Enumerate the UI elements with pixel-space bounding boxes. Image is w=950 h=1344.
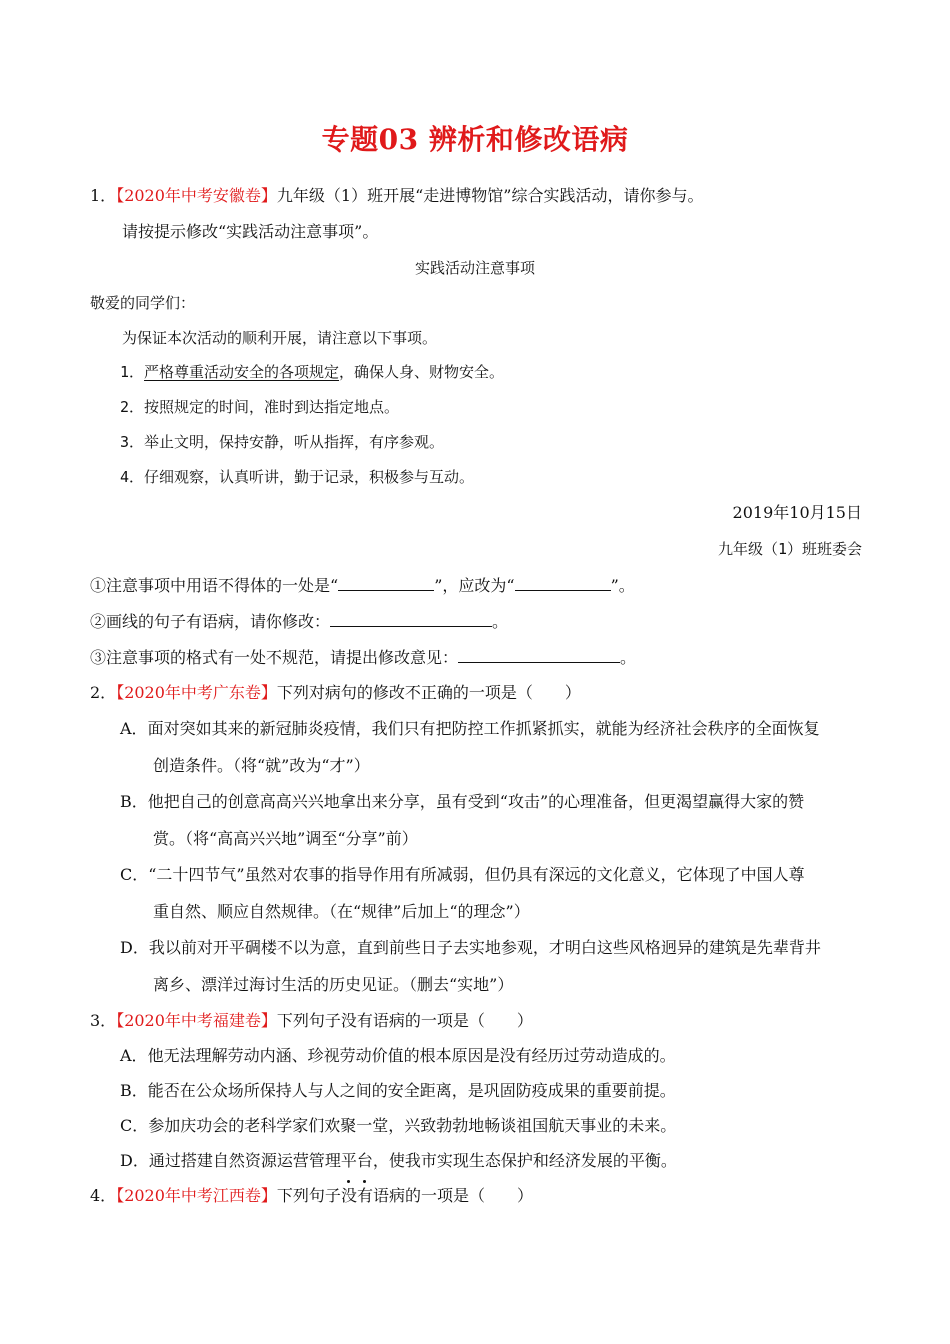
option-d[interactable] bbox=[120, 1150, 677, 1172]
notice-item-2: 2．按照规定的时间，准时到达指定地点。 bbox=[120, 398, 400, 416]
option-b-continuation: 赏。（将“高高兴兴地”调至“分享”前） bbox=[153, 829, 418, 848]
notice-item-1 bbox=[120, 361, 504, 383]
option-a[interactable] bbox=[120, 1045, 676, 1067]
notice-greeting: 敬爱的同学们： bbox=[90, 294, 196, 312]
question-1-stem bbox=[90, 185, 703, 207]
emphasis-dot-char: 没 bbox=[340, 1186, 357, 1205]
option-c-continuation: 重自然、顺应自然规律。（在“规律”后加上“的理念”） bbox=[153, 902, 530, 921]
option-c[interactable] bbox=[120, 864, 805, 886]
question-3-stem bbox=[90, 1010, 533, 1032]
option-label: A． bbox=[120, 1046, 148, 1065]
option-text: 他把自己的创意高高兴兴地拿出来分享，虽有受到“攻击”的心理准备，但更渴望赢得大家的赞 bbox=[147, 792, 805, 811]
notice-heading: 实践活动注意事项 bbox=[414, 259, 535, 277]
answer-blank[interactable] bbox=[330, 610, 492, 627]
question-4-stem bbox=[90, 1185, 533, 1207]
task-text: ”。 bbox=[610, 576, 635, 595]
task-text: 。 bbox=[620, 648, 637, 667]
notice-date: 2019年10月15日 bbox=[732, 503, 862, 522]
option-text: 参加庆功会的老科学家们欢聚一堂，兴致勃勃地畅谈祖国航天事业的未来。 bbox=[148, 1116, 677, 1135]
option-label: C． bbox=[120, 865, 149, 884]
question-1-subprompt: 请按提示修改“实践活动注意事项”。 bbox=[122, 222, 379, 241]
notice-item-4: 4．仔细观察，认真听讲，勤于记录，积极参与互动。 bbox=[120, 468, 475, 486]
option-text: 能否在公众场所保持人与人之间的安全距离，是巩固防疫成果的重要前提。 bbox=[147, 1081, 676, 1100]
question-source: 【2020年中考安徽卷】 bbox=[116, 186, 277, 205]
option-label: B． bbox=[120, 1081, 148, 1100]
question-source: 【2020年中考广东卷】 bbox=[116, 683, 277, 702]
option-b[interactable] bbox=[120, 791, 804, 813]
answer-blank[interactable] bbox=[515, 574, 611, 591]
task-text: ②画线的句子有语病，请你修改： bbox=[90, 612, 331, 631]
option-text: “二十四节气”虽然对农事的指导作用有所减弱，但仍具有深远的文化意义，它体现了中国人尊 bbox=[148, 865, 805, 884]
question-1-task-1 bbox=[90, 574, 635, 597]
question-number: 3． bbox=[90, 1011, 117, 1030]
option-label: D． bbox=[120, 938, 149, 957]
option-b[interactable] bbox=[120, 1080, 676, 1102]
notice-item-number: 1． bbox=[120, 363, 145, 381]
notice-item-3: 3．举止文明，保持安静，听从指挥，有序参观。 bbox=[120, 433, 445, 451]
option-c[interactable] bbox=[120, 1115, 676, 1137]
answer-blank[interactable] bbox=[338, 574, 434, 591]
task-text: ①注意事项中用语不得体的一处是“ bbox=[90, 576, 339, 595]
option-text: 他无法理解劳动内涵、珍视劳动价值的根本原因是没有经历过劳动造成的。 bbox=[147, 1046, 676, 1065]
task-text: ③注意事项的格式有一处不规范，请提出修改意见： bbox=[90, 648, 459, 667]
option-a[interactable] bbox=[120, 718, 820, 740]
question-text: 下列句子 bbox=[276, 1186, 341, 1205]
question-source: 【2020年中考江西卷】 bbox=[116, 1186, 277, 1205]
option-text: 通过搭建自然资源运营管理平台，使我市实现生态保护和经济发展的平衡。 bbox=[148, 1151, 677, 1170]
question-text: 下列对病句的修改不正确的一项是（ ） bbox=[276, 683, 581, 702]
option-label: A． bbox=[120, 719, 148, 738]
task-text: ”，应改为“ bbox=[434, 576, 515, 595]
underlined-sentence: 严格尊重活动安全的各项规定 bbox=[144, 363, 340, 381]
question-number: 1． bbox=[90, 186, 117, 205]
task-text: 。 bbox=[492, 612, 509, 631]
question-number: 2． bbox=[90, 683, 117, 702]
option-label: B． bbox=[120, 792, 148, 811]
answer-blank[interactable] bbox=[458, 646, 620, 663]
option-label: C． bbox=[120, 1116, 149, 1135]
option-a-continuation: 创造条件。（将“就”改为“才”） bbox=[153, 756, 370, 775]
notice-intro: 为保证本次活动的顺利开展，请注意以下事项。 bbox=[122, 329, 438, 347]
page-title: 专题03 辨析和修改语病 bbox=[321, 123, 629, 156]
option-label: D． bbox=[120, 1151, 149, 1170]
notice-item-text: ，确保人身、财物安全。 bbox=[339, 363, 505, 381]
emphasis-dot-char: 有 bbox=[356, 1186, 373, 1205]
question-source: 【2020年中考福建卷】 bbox=[116, 1011, 277, 1030]
question-text: 下列句子没有语病的一项是（ ） bbox=[276, 1011, 533, 1030]
question-2-stem bbox=[90, 682, 581, 704]
question-1-task-2 bbox=[90, 610, 508, 633]
question-1-task-3 bbox=[90, 646, 636, 669]
option-d-continuation: 离乡、漂洋过海讨生活的历史见证。（删去“实地”） bbox=[153, 975, 514, 994]
option-text: 我以前对开平碉楼不以为意，直到前些日子去实地参观，才明白这些风格迥异的建筑是先辈背井 bbox=[148, 938, 821, 957]
question-text: 语病的一项是（ ） bbox=[372, 1186, 533, 1205]
notice-signer: 九年级（1）班班委会 bbox=[717, 540, 862, 558]
option-text: 面对突如其来的新冠肺炎疫情，我们只有把防控工作抓紧抓实，就能为经济社会秩序的全面恢复 bbox=[147, 719, 820, 738]
question-text: 九年级（1）班开展“走进博物馆”综合实践活动，请你参与。 bbox=[276, 186, 704, 205]
option-d[interactable] bbox=[120, 937, 821, 959]
question-number: 4． bbox=[90, 1186, 117, 1205]
